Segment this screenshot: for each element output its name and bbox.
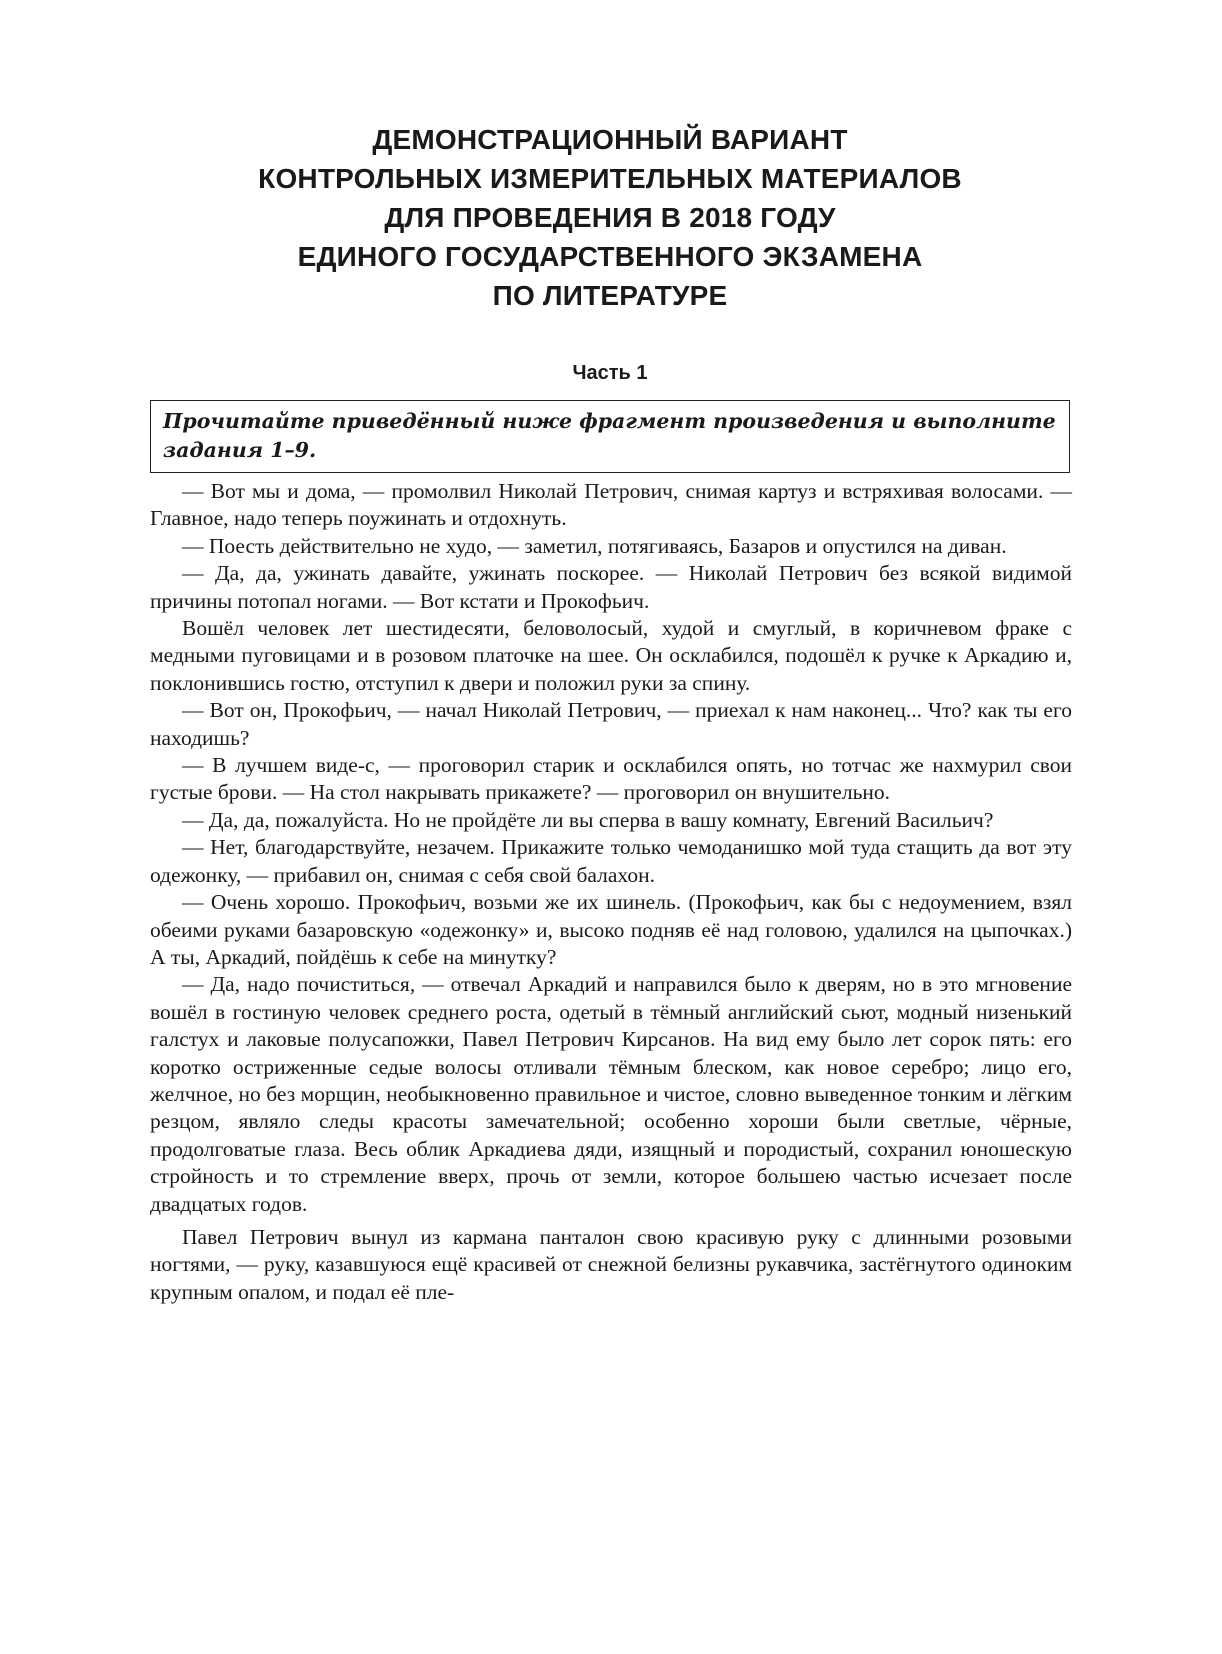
- title-line: ПО ЛИТЕРАТУРЕ: [492, 280, 728, 311]
- passage-paragraph: Вошёл человек лет шестидесяти, беловолосый, худой и смуглый, в коричневом фраке с медными пуговицами и в розовом платочке на шее. Он осклабился, подошёл к ручке к Аркадию и, поклонившись гостю, отступил к двери и положил руки за спину.: [150, 616, 1072, 695]
- passage-paragraph: — Вот мы и дома, — промолвил Николай Петрович, снимая картуз и встряхивая волосами. — Главное, надо теперь поужинать и отдохнуть.: [150, 479, 1072, 531]
- passage-paragraph: — Да, да, пожалуйста. Но не пройдёте ли вы сперва в вашу комнату, Евгений Васильич?: [182, 807, 994, 832]
- title-line: ЕДИНОГО ГОСУДАРСТВЕННОГО ЭКЗАМЕНА: [297, 241, 923, 272]
- title-line: ДЕМОНСТРАЦИОННЫЙ ВАРИАНТ: [372, 124, 848, 155]
- passage-paragraph: — В лучшем виде-с, — проговорил старик и осклабился опять, но тотчас же нахмурил свои густые брови. — На стол накрывать прикажете? — проговорил он внушительно.: [150, 753, 1072, 805]
- passage-paragraph: — Очень хорошо. Прокофьич, возьми же их шинель. (Прокофьич, как бы с недоумением, взял обеими руками базаровскую «одежонку» и, высоко подняв её над головою, удалился на цыпочках.) А ты, Аркадий, пойдёшь к себе на минутку?: [150, 890, 1072, 969]
- passage-paragraph: — Да, надо почиститься, — отвечал Аркадий и направился было к дверям, но в это мгновение вошёл в гостиную человек среднего роста, одетый в тёмный английский сьют, модный низенький галстух и лаковые полусапожки, Павел Петрович Кирсанов. На вид ему было лет сорок пять: его коротко остриженные седые волосы отливали тёмным блеском, как новое серебро; лицо его, желчное, но без морщин, необыкновенно правильное и чистое, словно выведенное тонким и лёгким резцом, являло следы красоты замечательной; особенно хороши были светлые, чёрные, продолговатые глаза. Весь облик Аркадиева дяди, изящный и породистый, сохранил юношескую стройность и то стремление вверх, прочь от земли, которое большею частью исчезает после двадцатых годов.: [150, 972, 1072, 1216]
- literary-passage: [150, 478, 1072, 1306]
- passage-paragraph: — Поесть действительно не худо, — заметил, потягиваясь, Базаров и опустился на диван.: [182, 533, 1007, 558]
- instruction-box: [150, 400, 1070, 473]
- title-line: ДЛЯ ПРОВЕДЕНИЯ В 2018 ГОДУ: [384, 202, 836, 233]
- passage-paragraph: — Вот он, Прокофьич, — начал Николай Петрович, — приехал к нам наконец... Что? как ты его находишь?: [150, 698, 1072, 750]
- part-heading: Часть 1: [572, 362, 648, 384]
- passage-paragraph: — Нет, благодарствуйте, незачем. Прикажите только чемоданишко мой туда стащить да вот эту одежонку, — прибавил он, снимая с себя свой балахон.: [150, 835, 1072, 887]
- exam-title: [150, 120, 1070, 315]
- passage-paragraph: — Да, да, ужинать давайте, ужинать поскорее. — Николай Петрович без всякой видимой причины потопал ногами. — Вот кстати и Прокофьич.: [150, 561, 1072, 613]
- title-line: КОНТРОЛЬНЫХ ИЗМЕРИТЕЛЬНЫХ МАТЕРИАЛОВ: [258, 163, 962, 194]
- passage-paragraph: Павел Петрович вынул из кармана панталон свою красивую руку с длинными розовыми ногтями, — руку, казавшуюся ещё красивей от снежной белизны рукавчика, застёгнутого одиноким крупным опалом, и подал её пле-: [150, 1224, 1072, 1304]
- instruction-text: Прочитайте приведённый ниже фрагмент произведения и выполните задания 1–9.: [163, 409, 1056, 462]
